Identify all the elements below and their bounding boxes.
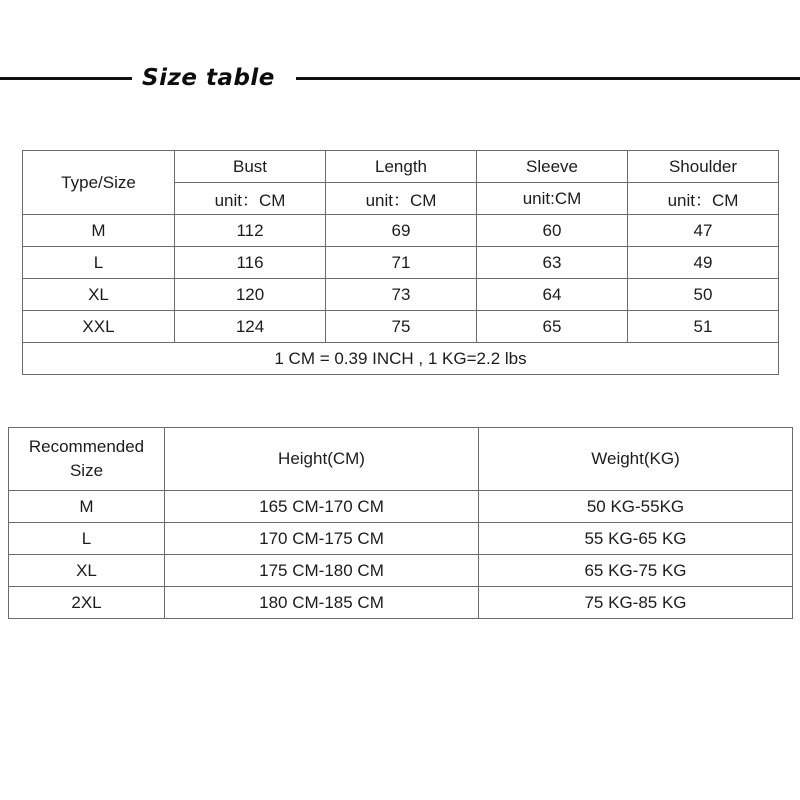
shoulder-cell: 51 bbox=[628, 311, 779, 343]
weight-header: Weight(KG) bbox=[479, 428, 793, 491]
bust-cell: 116 bbox=[175, 247, 326, 279]
table-row bbox=[9, 523, 793, 555]
size-table bbox=[22, 150, 779, 375]
table-row bbox=[23, 247, 779, 279]
size-cell: L bbox=[23, 247, 175, 279]
table-row bbox=[9, 491, 793, 523]
length-unit: unit：CM bbox=[326, 183, 477, 215]
height-cell: 175 CM-180 CM bbox=[165, 555, 479, 587]
length-cell: 73 bbox=[326, 279, 477, 311]
sleeve-cell: 65 bbox=[477, 311, 628, 343]
height-cell: 165 CM-170 CM bbox=[165, 491, 479, 523]
recommended-header-line1: Recommended bbox=[28, 437, 145, 456]
bust-cell: 124 bbox=[175, 311, 326, 343]
shoulder-cell: 49 bbox=[628, 247, 779, 279]
sleeve-cell: 63 bbox=[477, 247, 628, 279]
title-divider-left bbox=[0, 77, 132, 80]
shoulder-header: Shoulder bbox=[628, 151, 779, 183]
bust-cell: 112 bbox=[175, 215, 326, 247]
conversion-note-row bbox=[23, 343, 779, 375]
recommended-size-table bbox=[8, 427, 793, 619]
title-divider-right bbox=[296, 77, 800, 80]
height-cell: 170 CM-175 CM bbox=[165, 523, 479, 555]
shoulder-cell: 50 bbox=[628, 279, 779, 311]
size-cell: 2XL bbox=[9, 587, 165, 619]
weight-cell: 75 KG-85 KG bbox=[479, 587, 793, 619]
height-header: Height(CM) bbox=[165, 428, 479, 491]
weight-cell: 55 KG-65 KG bbox=[479, 523, 793, 555]
shoulder-unit: unit：CM bbox=[628, 183, 779, 215]
size-cell: XXL bbox=[23, 311, 175, 343]
title-row bbox=[0, 60, 800, 96]
page-title: Size table bbox=[142, 65, 275, 91]
size-table-header-row bbox=[23, 151, 779, 183]
recommended-header-row bbox=[9, 428, 793, 491]
size-cell: M bbox=[23, 215, 175, 247]
length-cell: 75 bbox=[326, 311, 477, 343]
bust-cell: 120 bbox=[175, 279, 326, 311]
sleeve-header: Sleeve bbox=[477, 151, 628, 183]
sleeve-cell: 64 bbox=[477, 279, 628, 311]
type-size-header: Type/Size bbox=[23, 151, 175, 215]
size-cell: XL bbox=[23, 279, 175, 311]
table-row bbox=[23, 311, 779, 343]
sleeve-unit: unit:CM bbox=[477, 183, 628, 215]
length-cell: 69 bbox=[326, 215, 477, 247]
bust-header: Bust bbox=[175, 151, 326, 183]
weight-cell: 50 KG-55KG bbox=[479, 491, 793, 523]
bust-unit: unit：CM bbox=[175, 183, 326, 215]
recommended-header-line2: Size bbox=[69, 461, 104, 480]
size-cell: XL bbox=[9, 555, 165, 587]
size-cell: L bbox=[9, 523, 165, 555]
table-row bbox=[9, 555, 793, 587]
size-cell: M bbox=[9, 491, 165, 523]
weight-cell: 65 KG-75 KG bbox=[479, 555, 793, 587]
conversion-note: 1 CM = 0.39 INCH , 1 KG=2.2 lbs bbox=[23, 343, 779, 375]
length-cell: 71 bbox=[326, 247, 477, 279]
shoulder-cell: 47 bbox=[628, 215, 779, 247]
length-header: Length bbox=[326, 151, 477, 183]
sleeve-cell: 60 bbox=[477, 215, 628, 247]
table-row bbox=[9, 587, 793, 619]
height-cell: 180 CM-185 CM bbox=[165, 587, 479, 619]
table-row bbox=[23, 279, 779, 311]
table-row bbox=[23, 215, 779, 247]
recommended-size-header bbox=[9, 428, 165, 491]
